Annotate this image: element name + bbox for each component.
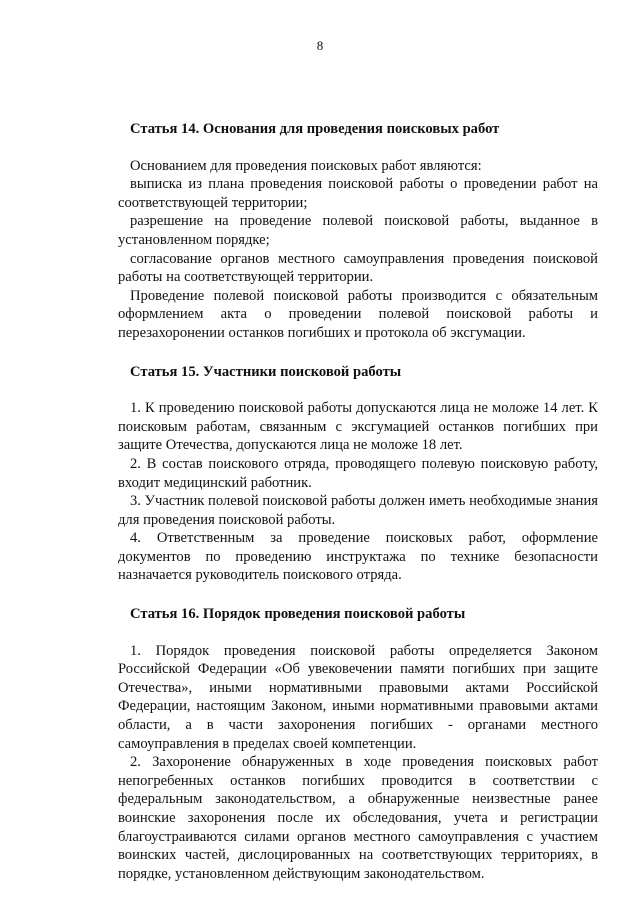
article-14-paragraph: разрешение на проведение полевой поисковой работы, выданное в установленном порядке; (118, 213, 598, 248)
article-15-heading: Статья 15. Участники поисковой работы (130, 363, 402, 380)
article-16-paragraph: 1. Порядок проведения поисковой работы определяется Законом Российской Федерации «Об увековечении памяти погибших при защите Отечества», иными нормативными правовыми актами Российской Федерации, настоящим Законом, иными нормативными правовыми актами области, а в части захоронения погибших - органами местного самоуправления в пределах своей компетенции. (118, 642, 598, 752)
article-16-heading: Статья 16. Порядок проведения поисковой работы (130, 606, 466, 623)
article-14-paragraph: Проведение полевой поисковой работы производится с обязательным оформлением акта о проведении полевой поисковой работы и перезахоронении останков погибших и протокола об эксгумации. (118, 287, 598, 341)
article-15-paragraph: 3. Участник полевой поисковой работы должен иметь необходимые знания для проведения поисковой работы. (118, 493, 598, 528)
article-16 (118, 605, 598, 883)
article-15-paragraph: 4. Ответственным за проведение поисковых работ, оформление документов по проведению инструктажа по технике безопасности назначается руководитель поискового отряда. (118, 530, 598, 584)
article-14-paragraph: выписка из плана проведения поисковой работы о проведении работ на соответствующей территории; (118, 176, 598, 211)
document-body (118, 120, 598, 883)
page-number: 8 (316, 38, 324, 53)
article-16-paragraph: 2. Захоронение обнаруженных в ходе проведения поисковых работ непогребенных останков погибших проводится в соответствии с федеральным законодательством, а обнаруженные неизвестные ранее воинские захоронения после их обследования, учета и регистрации благоустраиваются силами органов местного самоуправления с участием воинских частей, дислоцированных на соответствующих территориях, в порядке, установленном действующим законодательством. (118, 754, 598, 882)
article-15-paragraph: 1. К проведению поисковой работы допускаются лица не моложе 14 лет. К поисковым работам, связанным с эксгумацией останков погибших при защите Отечества, допускаются лица не моложе 18 лет. (118, 400, 598, 454)
article-15 (118, 363, 598, 586)
article-14-paragraph: Основанием для проведения поисковых работ являются: (130, 157, 482, 174)
article-15-paragraph: 2. В состав поискового отряда, проводящего полевую поисковую работу, входит медицинский работник. (118, 455, 598, 491)
article-14 (118, 120, 598, 343)
article-14-paragraph: согласование органов местного самоуправления проведения поисковой работы на соответствующей территории. (118, 250, 598, 286)
article-14-heading: Статья 14. Основания для проведения поисковых работ (130, 121, 500, 137)
